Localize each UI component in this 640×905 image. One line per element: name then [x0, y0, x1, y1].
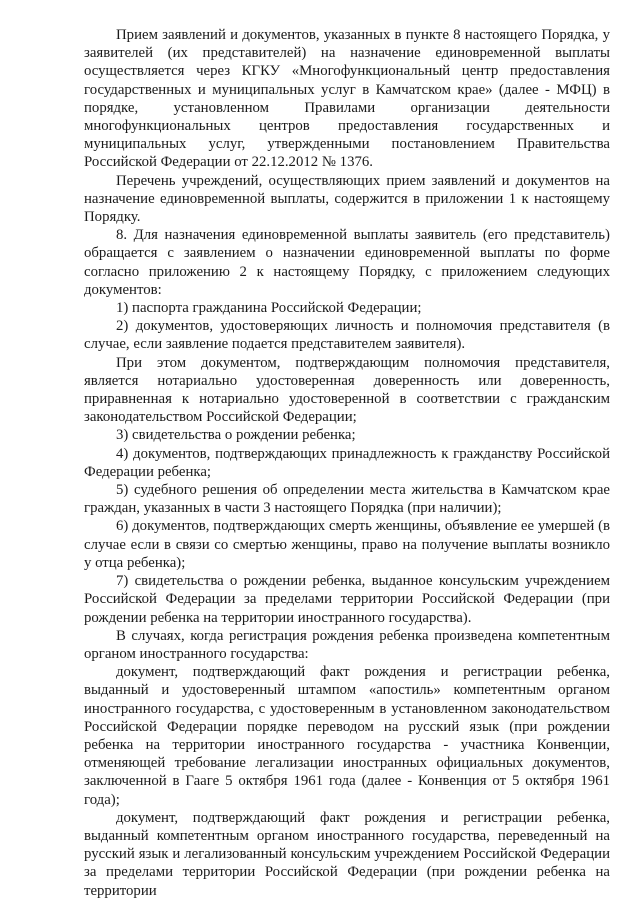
list-item-passport: 1) паспорта гражданина Российской Федерации; [116, 300, 422, 317]
paragraph-institutions-list: Перечень учреждений, осуществляющих прием заявлений и документов на назначение единовременной выплаты, содержится в приложении 1 к настоящему Порядку. [84, 172, 610, 226]
list-item-citizenship-docs: 4) документов, подтверждающих принадлежность к гражданству Российской Федерации ребенка; [84, 445, 610, 480]
list-item-court-decision: 5) судебного решения об определении места жительства в Камчатском крае граждан, указанных в части 3 настоящего Порядка (при наличии); [84, 482, 610, 517]
paragraph-power-of-attorney: При этом документом, подтверждающим полномочия представителя, является нотариально удостоверенная доверенность или доверенность, приравненная к нотариально удостоверенной в соответствии с гражданским законодательством Российской Федерации; [84, 354, 610, 426]
list-item-consular-certificate: 7) свидетельства о рождении ребенка, выданное консульским учреждением Российской Федерации за пределами территории Российской Федерации (при рождении ребенка на территории иностранного государства). [84, 573, 610, 626]
list-item-death-docs: 6) документов, подтверждающих смерть женщины, объявление ее умершей (в случае если в связи со смертью женщины, право на получение выплаты возникло у отца ребенка); [84, 518, 610, 571]
paragraph-mfc-intake: Прием заявлений и документов, указанных в пункте 8 настоящего Порядка, у заявителей (их представителей) на назначение единовременной выплаты осуществляется через КГКУ «Многофункциональный центр предоставления государственных и муниципальных услуг в Камчатском крае» (далее - МФЦ) в порядке, установленном Правилами организации деятельности многофункциональных центров предоставления государственных и муниципальных услуг, утвержденными постановлением Правительства Российской Федерации от 22.12.2012 № 1376. [84, 27, 610, 171]
paragraph-apostille-document: документ, подтверждающий факт рождения и регистрации ребенка, выданный и удостоверенный штампом «апостиль» компетентным органом иностранного государства, с удостоверенным в установленном законодательством Российской Федерации порядке переводом на русский язык (при рождении ребенка на территории иностранного государства - участника Конвенции, отменяющей требование легализации иностранных официальных документов, заключенной в Гааге 5 октября 1961 года (далее - Конвенция от 5 октября 1961 года); [84, 664, 610, 808]
paragraph-legalized-document: документ, подтверждающий факт рождения и регистрации ребенка, выданный компетентным органом иностранного государства, переведенный на русский язык и легализованный консульским учреждением Российской Федерации за пределами территории Российской Федерации (при рождении ребенка на территории [84, 809, 610, 899]
paragraph-item-8: 8. Для назначения единовременной выплаты заявитель (его представитель) обращается с заявлением о назначении единовременной выплаты по форме согласно приложению 2 к настоящему Порядку, с приложением следующих документов: [84, 227, 610, 298]
document-body [84, 26, 610, 900]
list-item-birth-certificate: 3) свидетельства о рождении ребенка; [116, 427, 356, 444]
list-item-representative-docs: 2) документов, удостоверяющих личность и полномочия представителя (в случае, если заявление подается представителем заявителя). [84, 318, 610, 353]
paragraph-foreign-registration: В случаях, когда регистрация рождения ребенка произведена компетентным органом иностранного государства: [84, 627, 610, 662]
